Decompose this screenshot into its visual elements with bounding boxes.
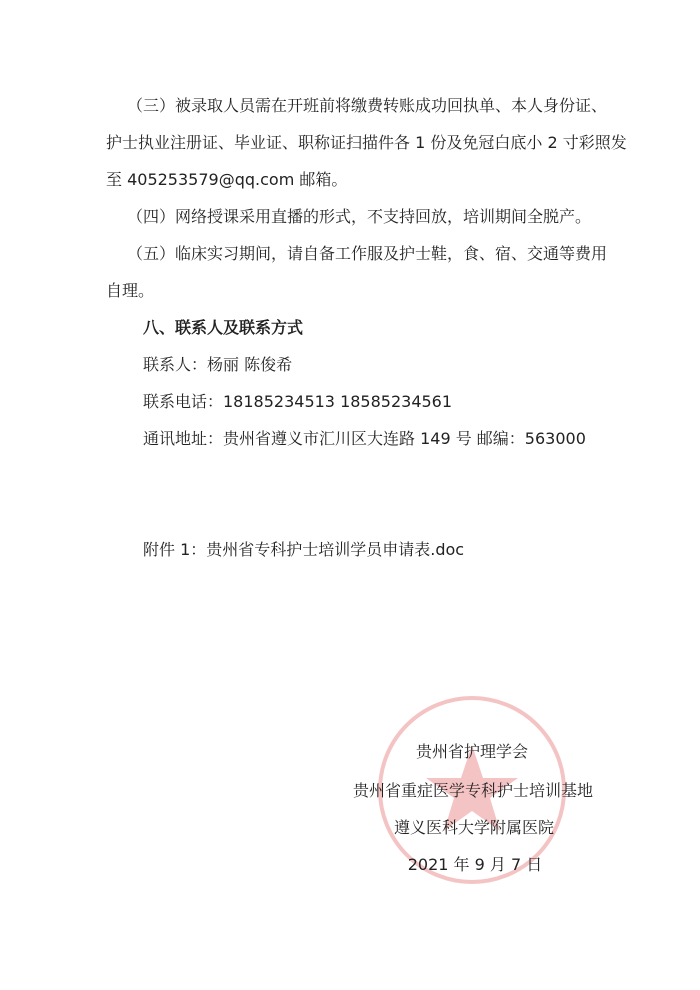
signature-org-2: 贵州省重症医学专科护士培训基地 [352,781,593,800]
contact-persons: 联系人：杨丽 陈俊希 [143,355,293,374]
item-4: （四）网络授课采用直播的形式，不支持回放，培训期间全脱产。 [127,207,592,226]
signature-org-1: 贵州省护理学会 [415,742,528,761]
contact-phone: 联系电话：18185234513 18585234561 [143,392,453,411]
item-3-line-3: 至 405253579@qq.com 邮箱。 [106,170,348,189]
item-5-line-2: 自理。 [106,281,155,300]
item-5-line-1: （五）临床实习期间，请自备工作服及护士鞋，食、宿、交通等费用 [127,244,608,263]
item-3-line-2: 护士执业注册证、毕业证、职称证扫描件各 1 份及免冠白底小 2 寸彩照发 [106,133,627,152]
item-3-line-1: （三）被录取人员需在开班前将缴费转账成功回执单、本人身份证、 [127,96,608,115]
section-heading: 八、联系人及联系方式 [143,318,304,337]
signature-date: 2021 年 9 月 7 日 [407,855,543,874]
attachment-line: 附件 1：贵州省专科护士培训学员申请表.doc [143,540,465,559]
contact-address: 通讯地址：贵州省遵义市汇川区大连路 149 号 邮编：563000 [143,429,586,448]
signature-org-3: 遵义医科大学附属医院 [393,818,554,837]
